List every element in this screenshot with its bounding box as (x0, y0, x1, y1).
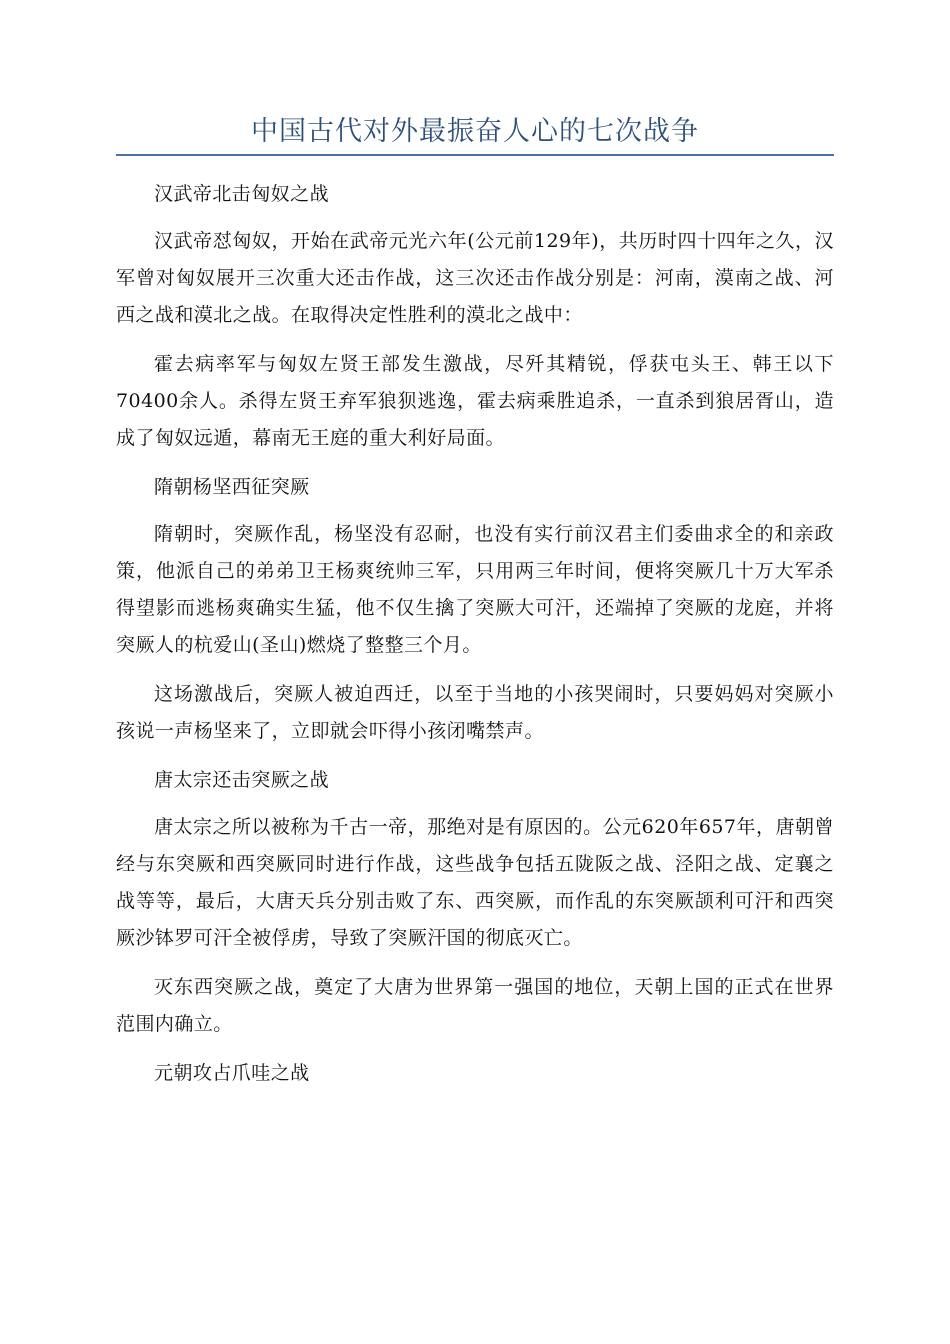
paragraph: 这场激战后，突厥人被迫西迁，以至于当地的小孩哭闹时，只要妈妈对突厥小孩说一声杨坚来了，立即就会吓得小孩闭嘴禁声。 (116, 683, 834, 742)
document-body (116, 176, 834, 1102)
paragraph: 隋朝时，突厥作乱，杨坚没有忍耐，也没有实行前汉君主们委曲求全的和亲政策，他派自己的弟弟卫王杨爽统帅三军，只用两三年时间，便将突厥几十万大军杀得望影而逃杨爽确实生猛，他不仅生擒了突厥大可汗，还端掉了突厥的龙庭，并将突厥人的杭爱山(圣山)燃烧了整整三个月。 (116, 523, 834, 656)
paragraph: 灭东西突厥之战，奠定了大唐为世界第一强国的地位，天朝上国的正式在世界范围内确立。 (116, 976, 834, 1035)
section-heading-han-wudi: 汉武帝北击匈奴之战 (154, 183, 330, 205)
section-heading-sui-yangjian: 隋朝杨坚西征突厥 (154, 476, 310, 498)
document-title: 中国古代对外最振奋人心的七次战争 (251, 116, 699, 147)
title-underline (116, 154, 834, 156)
paragraph: 唐太宗之所以被称为千古一帝，那绝对是有原因的。公元620年657年，唐朝曾经与东突厥和西突厥同时进行作战，这些战争包括五陇阪之战、泾阳之战、定襄之战等等，最后，大唐天兵分别击败了东、西突厥，而作乱的东突厥颉利可汗和西突厥沙钵罗可汗全被俘虏，导致了突厥汗国的彻底灭亡。 (116, 816, 834, 949)
paragraph: 霍去病率军与匈奴左贤王部发生激战，尽歼其精锐，俘获屯头王、韩王以下70400余人。杀得左贤王弃军狼狈逃逸，霍去病乘胜追杀，一直杀到狼居胥山，造成了匈奴远遁，幕南无王庭的重大利好局面。 (116, 353, 834, 449)
section-heading-tang-taizong: 唐太宗还击突厥之战 (154, 769, 330, 791)
section-heading-yuan-java: 元朝攻占爪哇之战 (154, 1062, 310, 1084)
paragraph: 汉武帝怼匈奴，开始在武帝元光六年(公元前129年)，共历时四十四年之久，汉军曾对匈奴展开三次重大还击作战，这三次还击作战分别是：河南，漠南之战、河西之战和漠北之战。在取得决定性胜利的漠北之战中： (116, 230, 834, 326)
